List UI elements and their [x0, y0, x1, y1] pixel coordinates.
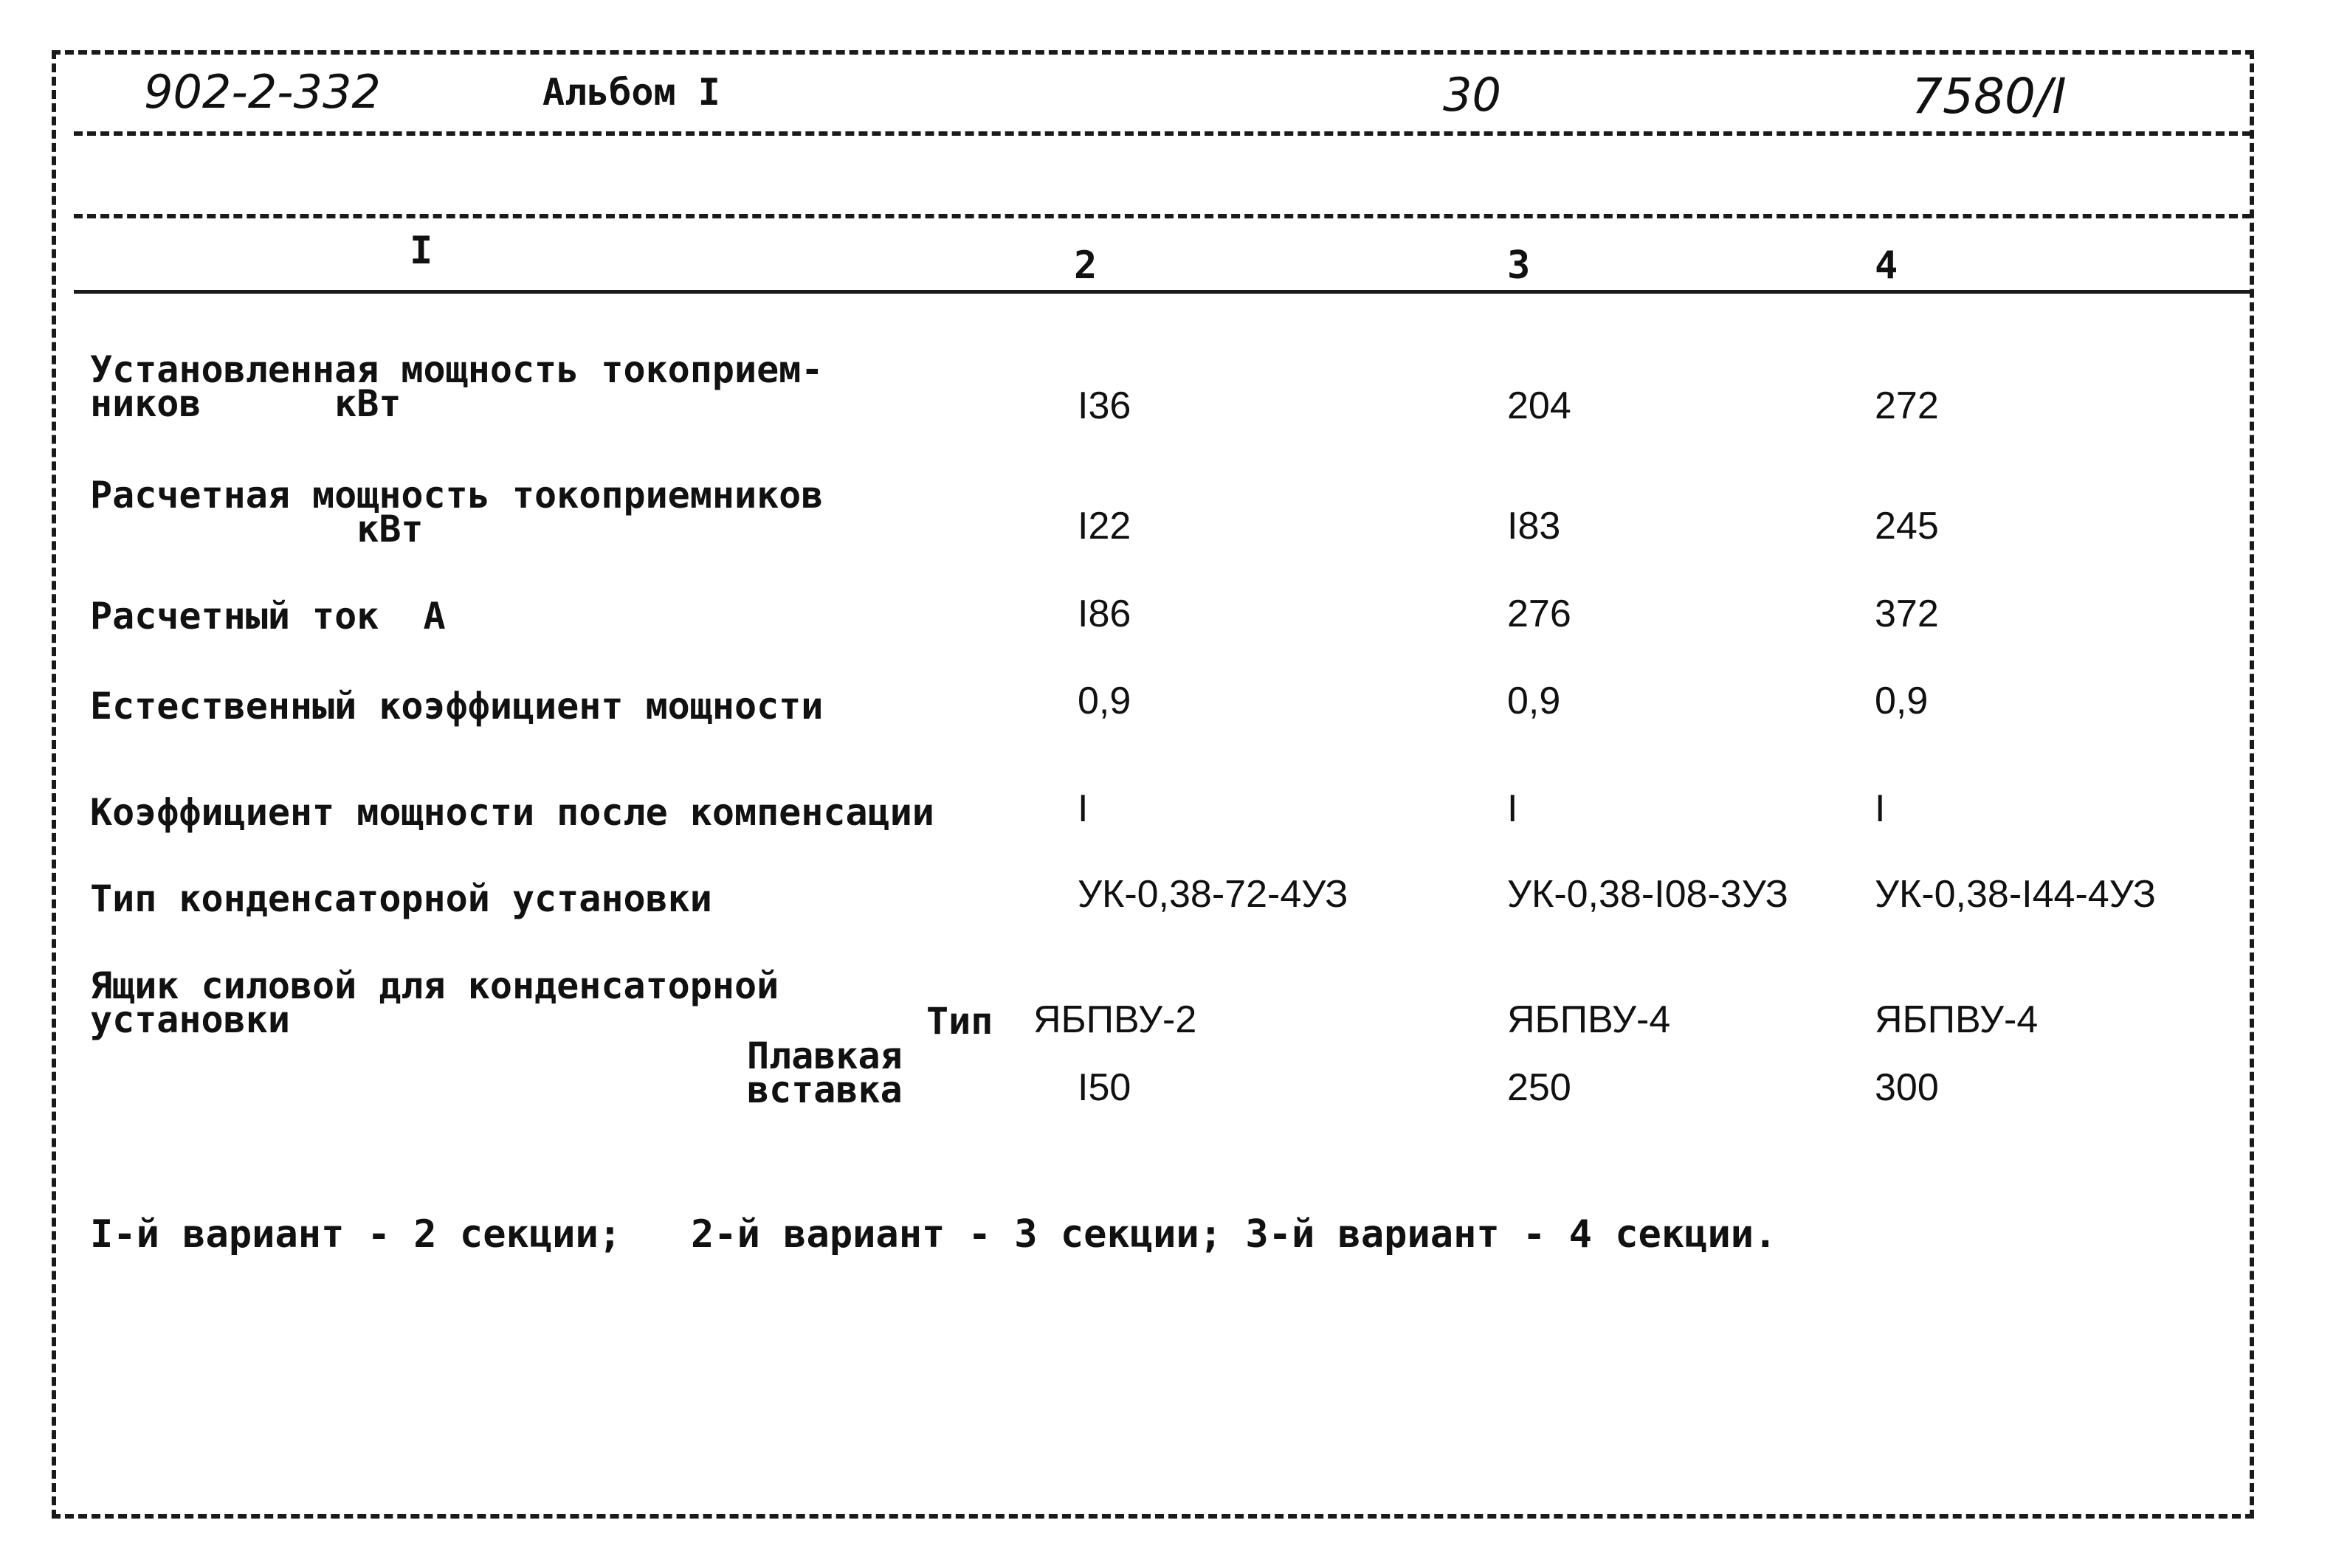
cell-natural-power-factor-v2: 0,9: [1507, 680, 1561, 722]
power-box-type-label: Тип: [926, 1000, 993, 1043]
variants-footnote: I-й вариант - 2 секции; 2-й вариант - 3 секции; 3-й вариант - 4 секции.: [90, 1212, 1777, 1257]
cell-fuse-insert-v1: I50: [1078, 1066, 1131, 1109]
row-label-calculated-power: Расчетная мощность токоприемников кВт: [90, 474, 824, 550]
cell-installed-power-v2: 204: [1507, 384, 1571, 427]
row-label-installed-power: Установленная мощность токоприем- ников кВт: [90, 348, 824, 425]
page-frame: [52, 50, 2254, 1519]
document-number: 7580/I: [1912, 68, 2067, 125]
row-label-compensated-power-factor: Коэффициент мощности после компенсации: [90, 791, 934, 834]
column-header-2: 2: [1074, 244, 1098, 288]
cell-calculated-power-v1: I22: [1078, 505, 1131, 548]
row-label-power-box: Ящик силовой для конденсаторной установки: [90, 964, 779, 1041]
column-header-rule: [74, 290, 2251, 294]
row-label-capacitor-type: Тип конденсаторной установки: [90, 877, 712, 920]
cell-power-box-type-v2: ЯБПВУ-4: [1507, 998, 1671, 1041]
column-header-3: 3: [1507, 244, 1531, 288]
cell-calculated-power-v3: 245: [1875, 505, 1939, 548]
column-header-1: I: [410, 229, 433, 273]
cell-calculated-current-v1: I86: [1078, 593, 1131, 635]
cell-capacitor-type-v3: УК-0,38-I44-4УЗ: [1875, 873, 2156, 916]
cell-compensated-power-factor-v1: I: [1078, 787, 1089, 830]
cell-installed-power-v3: 272: [1875, 384, 1939, 427]
header-divider: [74, 131, 2251, 136]
cell-natural-power-factor-v1: 0,9: [1078, 680, 1131, 722]
cell-calculated-power-v2: I83: [1507, 505, 1561, 548]
cell-natural-power-factor-v3: 0,9: [1875, 680, 1929, 722]
column-header-4: 4: [1875, 244, 1898, 288]
cell-capacitor-type-v1: УК-0,38-72-4УЗ: [1078, 873, 1348, 916]
cell-installed-power-v1: I36: [1078, 384, 1131, 427]
cell-power-box-type-v3: ЯБПВУ-4: [1875, 998, 2039, 1041]
row-label-calculated-current: Расчетный ток А: [90, 595, 446, 638]
cell-compensated-power-factor-v2: I: [1507, 787, 1518, 830]
album-label: Альбом I: [542, 71, 720, 114]
page-number: 30: [1443, 68, 1501, 122]
fuse-insert-label: Плавкая вставка: [747, 1035, 903, 1111]
table-top-rule: [74, 214, 2251, 218]
cell-power-box-type-v1: ЯБПВУ-2: [1033, 998, 1197, 1041]
cell-fuse-insert-v2: 250: [1507, 1066, 1571, 1109]
cell-fuse-insert-v3: 300: [1875, 1066, 1939, 1109]
cell-capacitor-type-v2: УК-0,38-I08-3УЗ: [1507, 873, 1788, 916]
cell-compensated-power-factor-v3: I: [1875, 787, 1886, 830]
document-code: 902-2-332: [144, 65, 381, 119]
cell-calculated-current-v3: 372: [1875, 593, 1939, 635]
row-label-natural-power-factor: Естественный коэффициент мощности: [90, 685, 824, 728]
cell-calculated-current-v2: 276: [1507, 593, 1571, 635]
